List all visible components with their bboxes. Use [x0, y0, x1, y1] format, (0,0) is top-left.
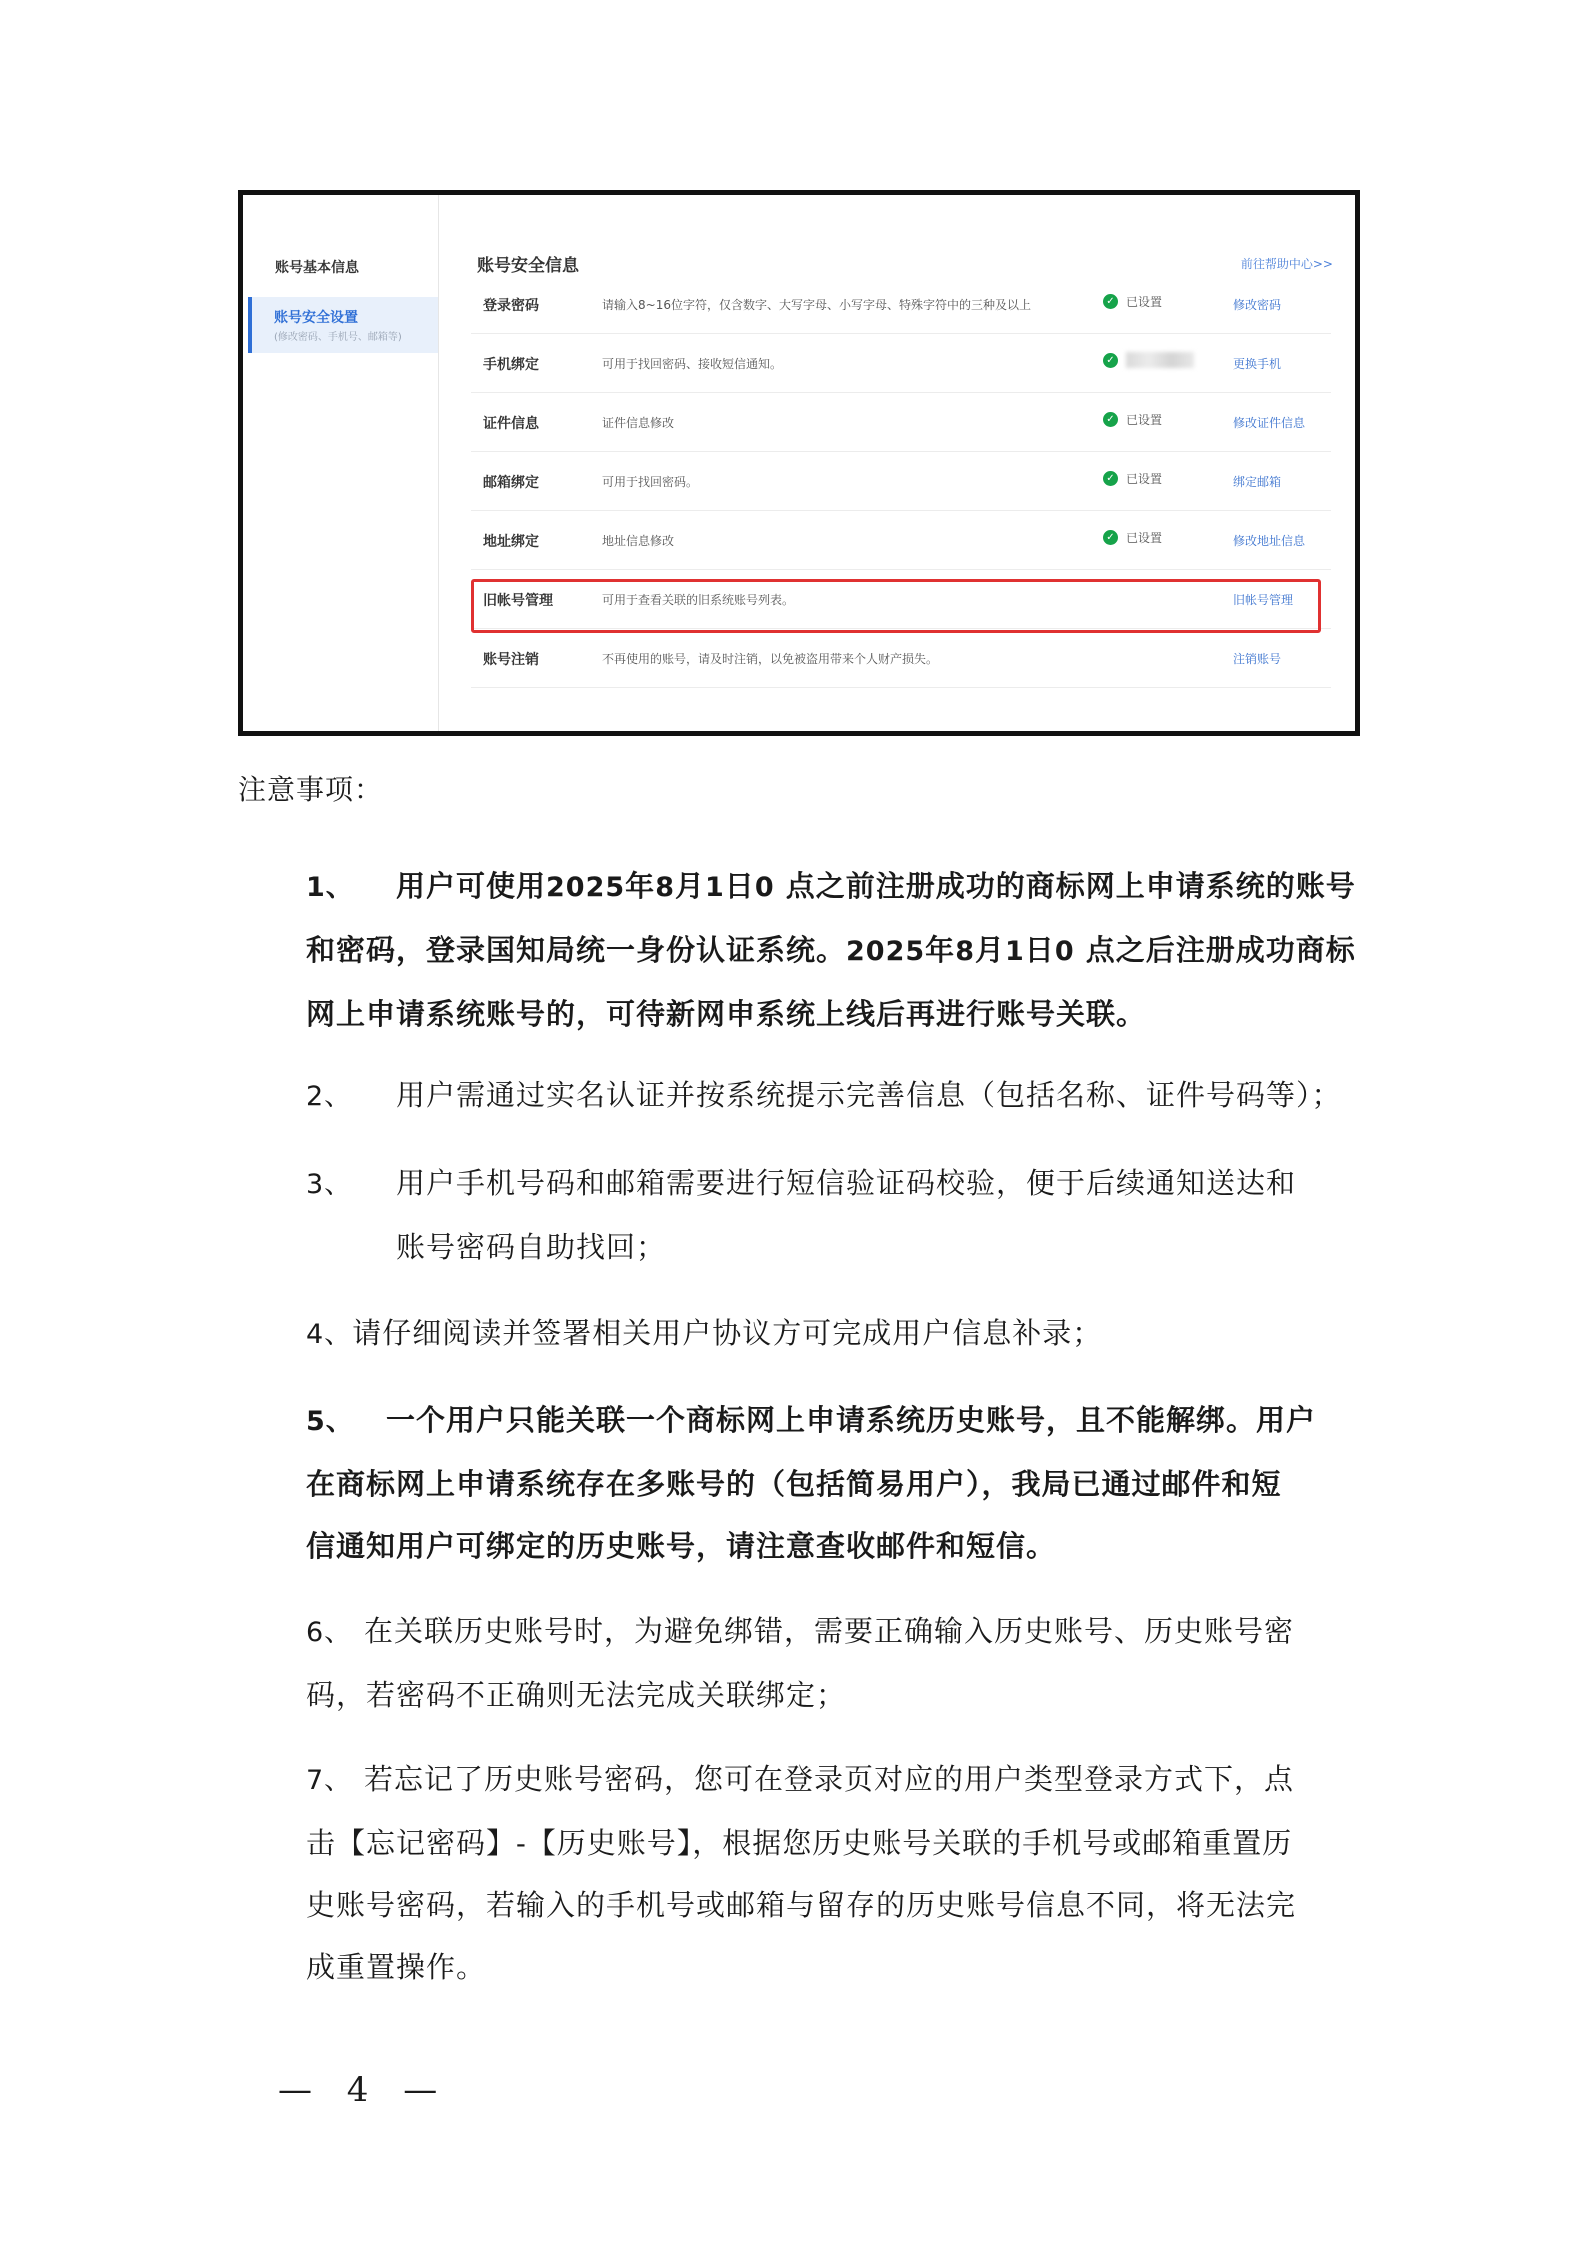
note-1-line-3: 网上申请系统账号的，可待新网申系统上线后再进行账号关联。: [306, 997, 1147, 1031]
note-item-6: 6、 在关联历史账号时，为避免绑错，需要正确输入历史账号、历史账号密 码，若密码不正确则无法完成关联绑定；: [306, 1614, 1295, 1712]
check-icon: ✓: [1103, 294, 1118, 309]
security-row-password: [471, 275, 1331, 334]
row-status: [1103, 352, 1194, 368]
change-address-link[interactable]: 修改地址信息: [1233, 534, 1306, 548]
row-desc: 不再使用的账号，请及时注销，以免被盗用带来个人财产损失。: [602, 652, 939, 666]
notes-heading: 注意事项：: [238, 773, 384, 806]
change-password-link[interactable]: 修改密码: [1233, 298, 1282, 312]
bind-email-link[interactable]: 绑定邮箱: [1233, 475, 1282, 489]
cancel-account-link[interactable]: 注销账号: [1233, 652, 1282, 666]
row-name: 旧帐号管理: [483, 593, 553, 609]
row-name: 账号注销: [483, 652, 539, 668]
row-desc: 地址信息修改: [602, 534, 675, 548]
redacted-phone: [1126, 352, 1194, 368]
row-name: 邮箱绑定: [483, 475, 539, 491]
row-desc: 可用于找回密码、接收短信通知。: [602, 357, 783, 371]
row-desc: 可用于找回密码。: [602, 475, 699, 489]
sidebar: [243, 195, 439, 731]
security-row-address: [471, 511, 1331, 570]
row-status: ✓ 已设置: [1103, 293, 1162, 310]
page-title: 账号安全信息: [477, 256, 579, 276]
sidebar-item-sub: (修改密码、手机号、邮箱等): [274, 332, 402, 343]
security-row-cancel: [471, 629, 1331, 688]
note-1-line-1: 1、 用户可使用2025年8月1日0 点之前注册成功的商标网上申请系统的账号: [306, 869, 1356, 903]
row-name: 手机绑定: [483, 357, 539, 373]
security-row-email: [471, 452, 1331, 511]
note-item-1: [306, 855, 1386, 1045]
note-item-4: 4、请仔细阅读并签署相关用户协议方可完成用户信息补录；: [306, 1316, 1103, 1350]
help-center-link[interactable]: 前往帮助中心>>: [1240, 257, 1333, 271]
sidebar-item-security[interactable]: [248, 297, 438, 353]
check-icon: ✓: [1103, 353, 1118, 368]
note-item-2: 2、 用户需通过实名认证并按系统提示完善信息（包括名称、证件号码等）；: [306, 1078, 1342, 1112]
account-settings-screenshot: [238, 190, 1360, 736]
row-name: 证件信息: [483, 416, 539, 432]
note-1-line-2: 和密码，登录国知局统一身份认证系统。2025年8月1日0 点之后注册成功商标: [306, 933, 1356, 967]
row-name: 地址绑定: [483, 534, 539, 550]
row-status: ✓ 已设置: [1103, 470, 1162, 487]
row-status: ✓ 已设置: [1103, 411, 1162, 428]
note-item-5: 5、 一个用户只能关联一个商标网上申请系统历史账号，且不能解绑。用户 在商标网上申请系统存在多账号的（包括简易用户），我局已通过邮件和短 信通知用户可绑定的历史账号，请注意查收邮件和短信。: [306, 1403, 1317, 1563]
red-highlight-box: [471, 579, 1321, 633]
change-phone-link[interactable]: 更换手机: [1233, 357, 1282, 371]
note-item-3: 3、 用户手机号码和邮箱需要进行短信验证码校验，便于后续通知送达和 账号密码自助找回；: [306, 1166, 1297, 1264]
check-icon: ✓: [1103, 471, 1118, 486]
sidebar-item-label: 账号安全设置: [274, 310, 358, 326]
security-row-id: [471, 393, 1331, 452]
row-status: ✓ 已设置: [1103, 529, 1162, 546]
row-desc: 可用于查看关联的旧系统账号列表。: [602, 593, 795, 607]
sidebar-title[interactable]: 账号基本信息: [275, 260, 359, 276]
row-desc: 证件信息修改: [602, 416, 675, 430]
row-desc: 请输入8~16位字符，仅含数字、大写字母、小写字母、特殊字符中的三种及以上: [602, 298, 1031, 312]
old-account-manage-link[interactable]: 旧帐号管理: [1233, 593, 1294, 607]
check-icon: ✓: [1103, 530, 1118, 545]
row-name: 登录密码: [483, 298, 539, 314]
note-item-7: 7、 若忘记了历史账号密码，您可在登录页对应的用户类型登录方式下，点 击【忘记密码】-【历史账号】，根据您历史账号关联的手机号或邮箱重置历 史账号密码，若输入的手机号或邮箱与留存的历史账号信息不同，将无法完 成重置操作。: [306, 1762, 1297, 1984]
page-number: — 4 —: [278, 2070, 450, 2110]
change-id-link[interactable]: 修改证件信息: [1233, 416, 1306, 430]
check-icon: ✓: [1103, 412, 1118, 427]
security-row-phone: [471, 334, 1331, 393]
